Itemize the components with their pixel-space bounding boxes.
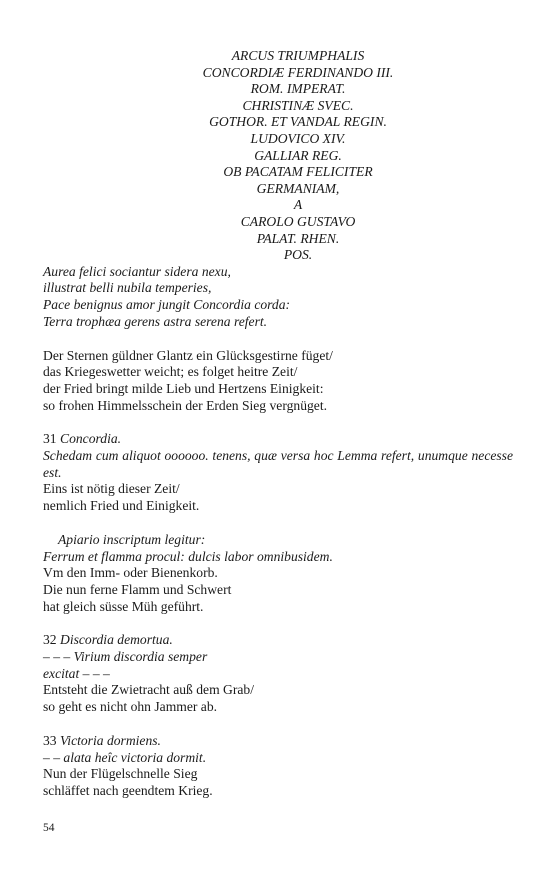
apiary-german-line: Vm den Imm- oder Bienenkorb. (43, 565, 218, 581)
page-number: 54 (43, 822, 55, 834)
apiary-german-line: hat gleich süsse Müh geführt. (43, 598, 204, 614)
german-verse-line: so frohen Himmelsschein der Erden Sieg vergnüget. (43, 397, 328, 413)
german-verse-line: Der Sternen güldner Glantz ein Glücksgestirne füget/ (43, 347, 333, 363)
latin-verse-line: illustrat belli nubila temperies, (43, 280, 212, 296)
inscription-line: GALLIAR REG. (254, 147, 342, 163)
section-31 (43, 431, 513, 615)
section-title: Victoria dormiens. (60, 732, 161, 748)
apiary-latin: Ferrum et flamma procul: dulcis labor omnibusidem. (43, 548, 333, 564)
inscription-line: CHRISTINÆ SVEC. (242, 97, 354, 113)
inscription-line: ARCUS TRIUMPHALIS (231, 48, 365, 63)
latin-verse (43, 264, 513, 331)
inscription-line: GERMANIAM, (256, 180, 340, 196)
latin-verse-line: Pace benignus amor jungit Concordia corda: (43, 297, 291, 313)
inscription-line: PALAT. RHEN. (256, 230, 340, 246)
triumphal-arch-inscription (43, 48, 513, 264)
section-verse-line: nemlich Fried und Einigkeit. (43, 498, 200, 514)
section-verse-line: so geht es nicht ohn Jammer ab. (43, 699, 218, 715)
apiary-german-line: Die nun ferne Flamm und Schwert (43, 581, 232, 597)
latin-verse-line: Terra trophæa gerens astra serena refert. (43, 313, 268, 329)
section-title: Concordia. (60, 431, 122, 447)
section-verse-line: Entsteht die Zwietracht auß dem Grab/ (43, 682, 255, 698)
german-verse (43, 348, 513, 415)
page-content (43, 48, 513, 800)
section-latin-line: – – – Virium discordia semper (43, 649, 208, 665)
section-latin-line: – – alata heîc victoria dormit. (43, 749, 207, 765)
german-verse-line: der Fried bringt milde Lieb und Hertzens Einigkeit: (43, 380, 324, 396)
section-33 (43, 733, 513, 800)
section-number: 32 (43, 632, 57, 648)
section-description: Schedam cum aliquot oooooo. tenens, quæ versa hoc Lemma refert, unumque necesse est. (43, 448, 513, 480)
german-verse-line: das Kriegeswetter weicht; es folget heitre Zeit/ (43, 364, 298, 380)
inscription-line: CONCORDIÆ FERDINANDO III. (202, 64, 394, 80)
inscription-line: CAROLO GUSTAVO (240, 213, 356, 229)
section-verse-line: Eins ist nötig dieser Zeit/ (43, 481, 180, 497)
inscription-line: OB PACATAM FELICITER (223, 164, 373, 180)
apiary-intro: Apiario inscriptum legitur: (58, 531, 206, 547)
section-number: 31 (43, 431, 57, 447)
latin-verse-line: Aurea felici sociantur sidera nexu, (43, 263, 231, 279)
section-heading (43, 632, 513, 649)
inscription-line: ROM. IMPERAT. (250, 81, 346, 97)
section-heading (43, 733, 513, 750)
section-title: Discordia demortua. (60, 632, 173, 648)
section-number: 33 (43, 732, 57, 748)
inscription-line: POS. (283, 247, 313, 263)
inscription-line: A (293, 197, 303, 213)
section-verse-line: schläffet nach geendtem Krieg. (43, 783, 213, 798)
inscription-line: LUDOVICO XIV. (250, 130, 346, 146)
inscription-line: GOTHOR. ET VANDAL REGIN. (209, 114, 387, 130)
section-32 (43, 632, 513, 716)
section-latin-line: excitat – – – (43, 665, 110, 681)
section-verse-line: Nun der Flügelschnelle Sieg (43, 766, 198, 782)
section-heading (43, 431, 513, 448)
